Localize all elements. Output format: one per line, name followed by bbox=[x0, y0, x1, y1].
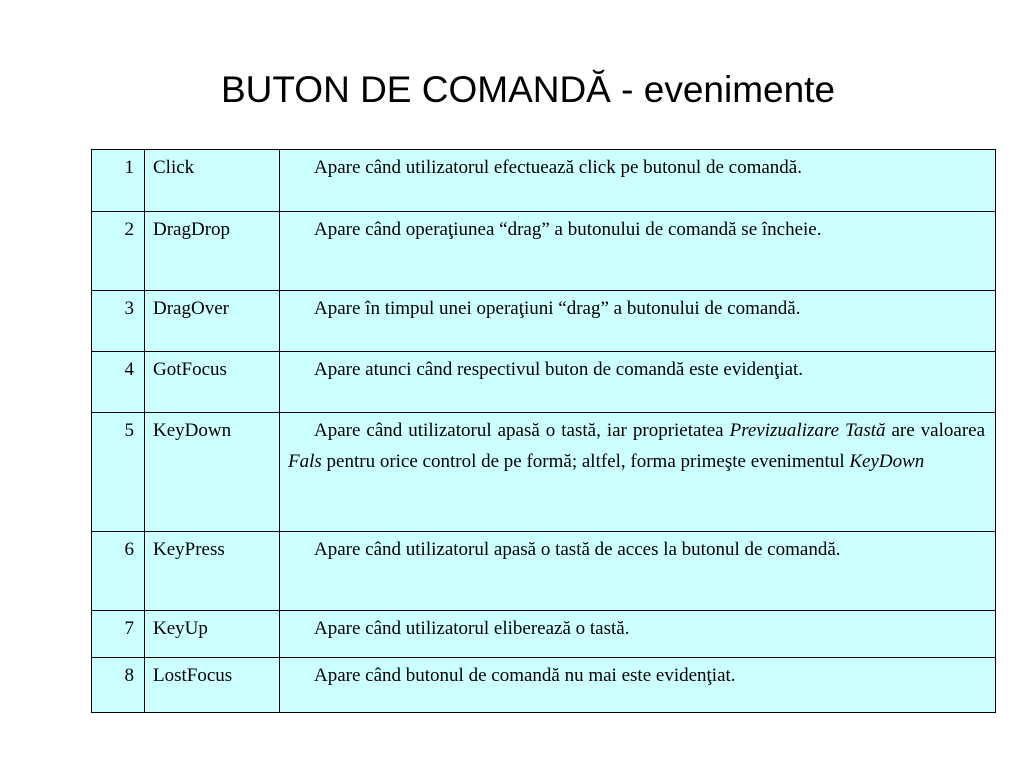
table-row bbox=[92, 291, 996, 352]
event-name: KeyPress bbox=[145, 532, 280, 611]
table-row bbox=[92, 413, 996, 532]
row-number: 1 bbox=[92, 150, 145, 212]
table-row bbox=[92, 150, 996, 212]
event-description: Apare când operaţiunea “drag” a butonului de comandă se încheie. bbox=[280, 212, 996, 291]
event-name: KeyDown bbox=[145, 413, 280, 532]
row-number: 7 bbox=[92, 611, 145, 658]
event-description: Apare atunci când respectivul buton de comandă este evidenţiat. bbox=[280, 352, 996, 413]
event-name: DragOver bbox=[145, 291, 280, 352]
row-number: 4 bbox=[92, 352, 145, 413]
event-name: KeyUp bbox=[145, 611, 280, 658]
event-name: GotFocus bbox=[145, 352, 280, 413]
table-row bbox=[92, 658, 996, 713]
row-number: 6 bbox=[92, 532, 145, 611]
table-row bbox=[92, 352, 996, 413]
row-number: 8 bbox=[92, 658, 145, 713]
row-number: 5 bbox=[92, 413, 145, 532]
event-description: Apare când utilizatorul apasă o tastă, iar proprietatea Previzualizare Tastă are valoarea Fals pentru orice control de pe formă; altfel, forma primeşte evenimentul KeyDown bbox=[280, 413, 996, 532]
event-description: Apare în timpul unei operaţiuni “drag” a butonului de comandă. bbox=[280, 291, 996, 352]
event-name: LostFocus bbox=[145, 658, 280, 713]
event-description: Apare când utilizatorul efectuează click pe butonul de comandă. bbox=[280, 150, 996, 212]
table-row bbox=[92, 611, 996, 658]
event-description: Apare când butonul de comandă nu mai este evidenţiat. bbox=[280, 658, 996, 713]
event-description: Apare când utilizatorul apasă o tastă de acces la butonul de comandă. bbox=[280, 532, 996, 611]
row-number: 2 bbox=[92, 212, 145, 291]
event-name: Click bbox=[145, 150, 280, 212]
event-description: Apare când utilizatorul eliberează o tastă. bbox=[280, 611, 996, 658]
events-table bbox=[91, 149, 996, 713]
row-number: 3 bbox=[92, 291, 145, 352]
event-name: DragDrop bbox=[145, 212, 280, 291]
table-row bbox=[92, 212, 996, 291]
slide-title: BUTON DE COMANDĂ - evenimente bbox=[220, 69, 836, 110]
table-row bbox=[92, 532, 996, 611]
